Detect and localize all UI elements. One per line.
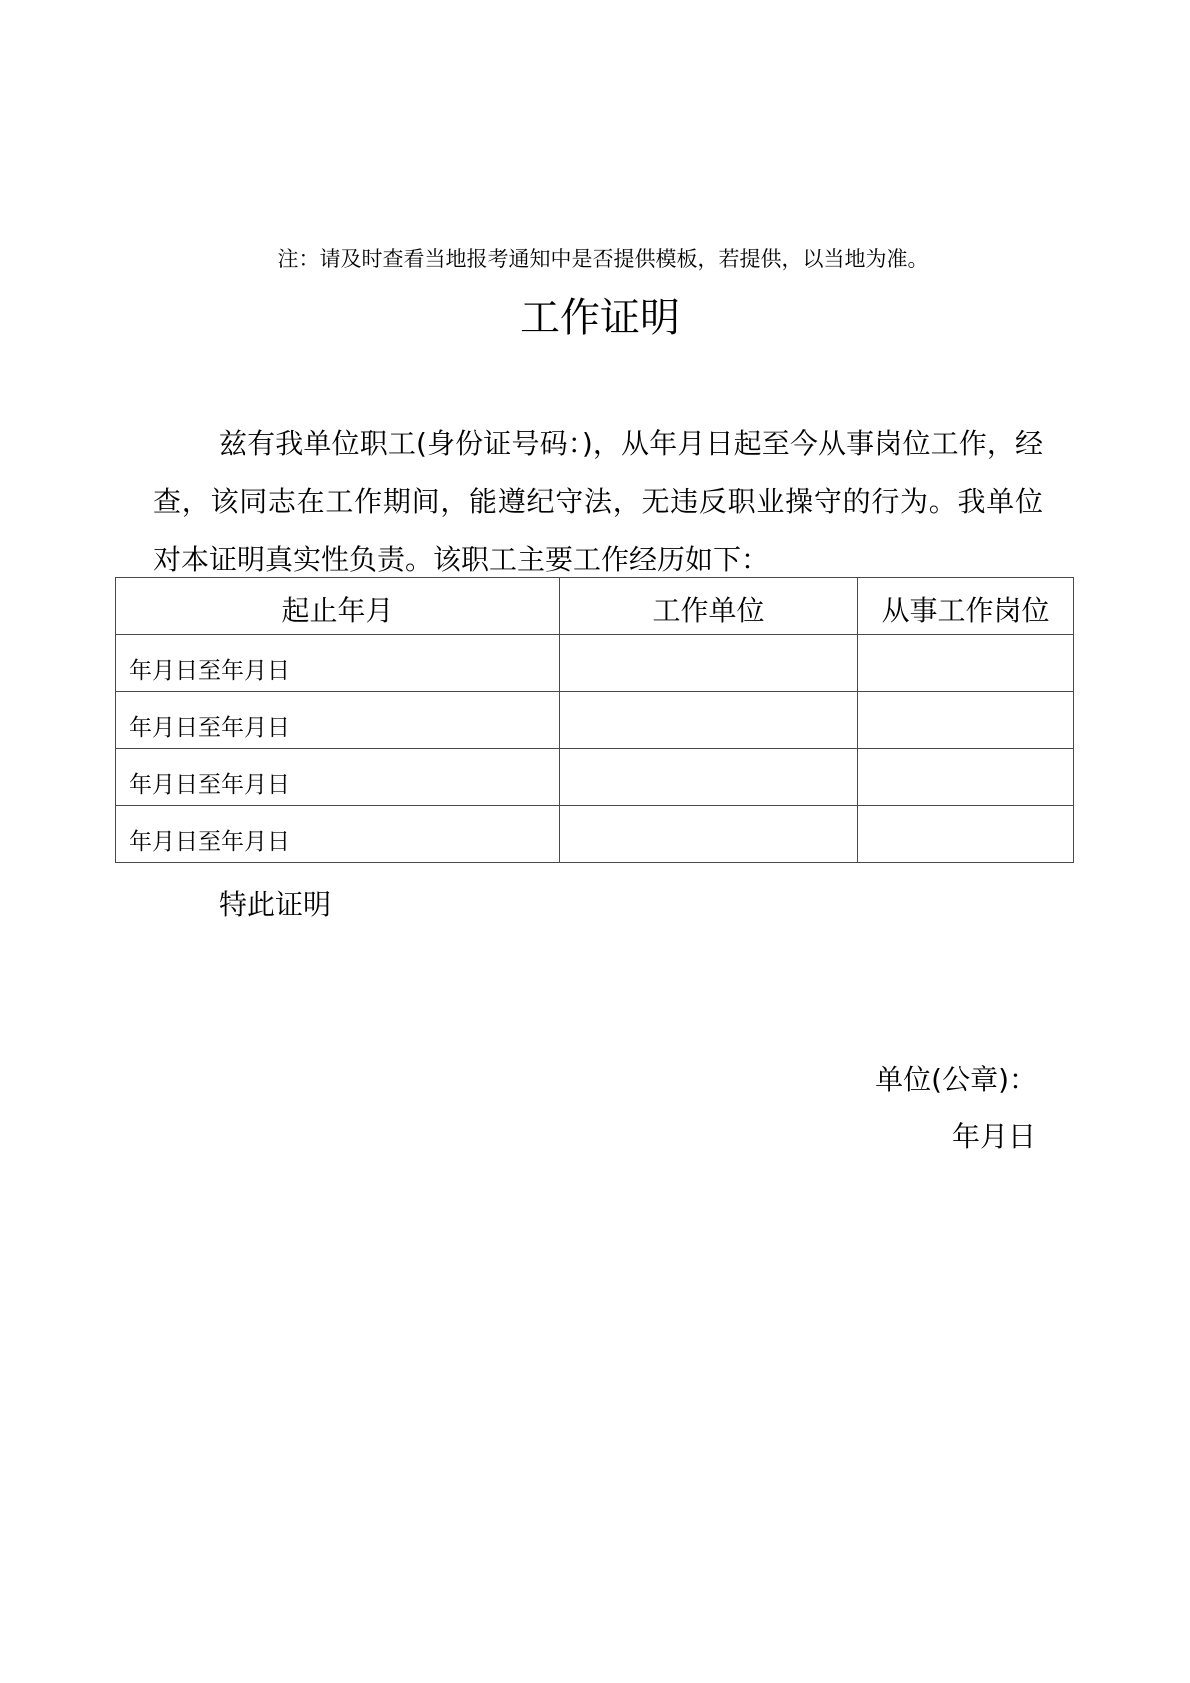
header-position: 从事工作岗位	[858, 578, 1074, 635]
header-period: 起止年月	[116, 578, 560, 635]
period-cell: 年月日至年月日	[116, 635, 560, 692]
table-row	[116, 749, 1074, 806]
position-cell	[858, 749, 1074, 806]
position-cell	[858, 806, 1074, 863]
position-cell	[858, 692, 1074, 749]
table-row	[116, 692, 1074, 749]
table-row	[116, 635, 1074, 692]
header-employer: 工作单位	[560, 578, 858, 635]
work-history-table	[115, 577, 1074, 863]
page-title: 工作证明	[520, 295, 680, 341]
position-cell	[858, 635, 1074, 692]
period-cell: 年月日至年月日	[116, 749, 560, 806]
table-header-row	[116, 578, 1074, 635]
period-cell: 年月日至年月日	[116, 692, 560, 749]
template-note: 注：请及时查看当地报考通知中是否提供模板，若提供，以当地为准。	[277, 247, 929, 271]
employer-cell	[560, 635, 858, 692]
employer-cell	[560, 749, 858, 806]
closing-statement: 特此证明	[219, 888, 332, 921]
unit-seal-label: 单位(公章)：	[875, 1063, 1037, 1096]
signature-date: 年月日	[951, 1120, 1036, 1153]
employer-cell	[560, 692, 858, 749]
table-row	[116, 806, 1074, 863]
employer-cell	[560, 806, 858, 863]
period-cell: 年月日至年月日	[116, 806, 560, 863]
certificate-body: 兹有我单位职工(身份证号码：)，从年月日起至今从事岗位工作，经查，该同志在工作期间，能遵纪守法，无违反职业操守的行为。我单位对本证明真实性负责。该职工主要工作经历如下：	[153, 427, 1043, 576]
